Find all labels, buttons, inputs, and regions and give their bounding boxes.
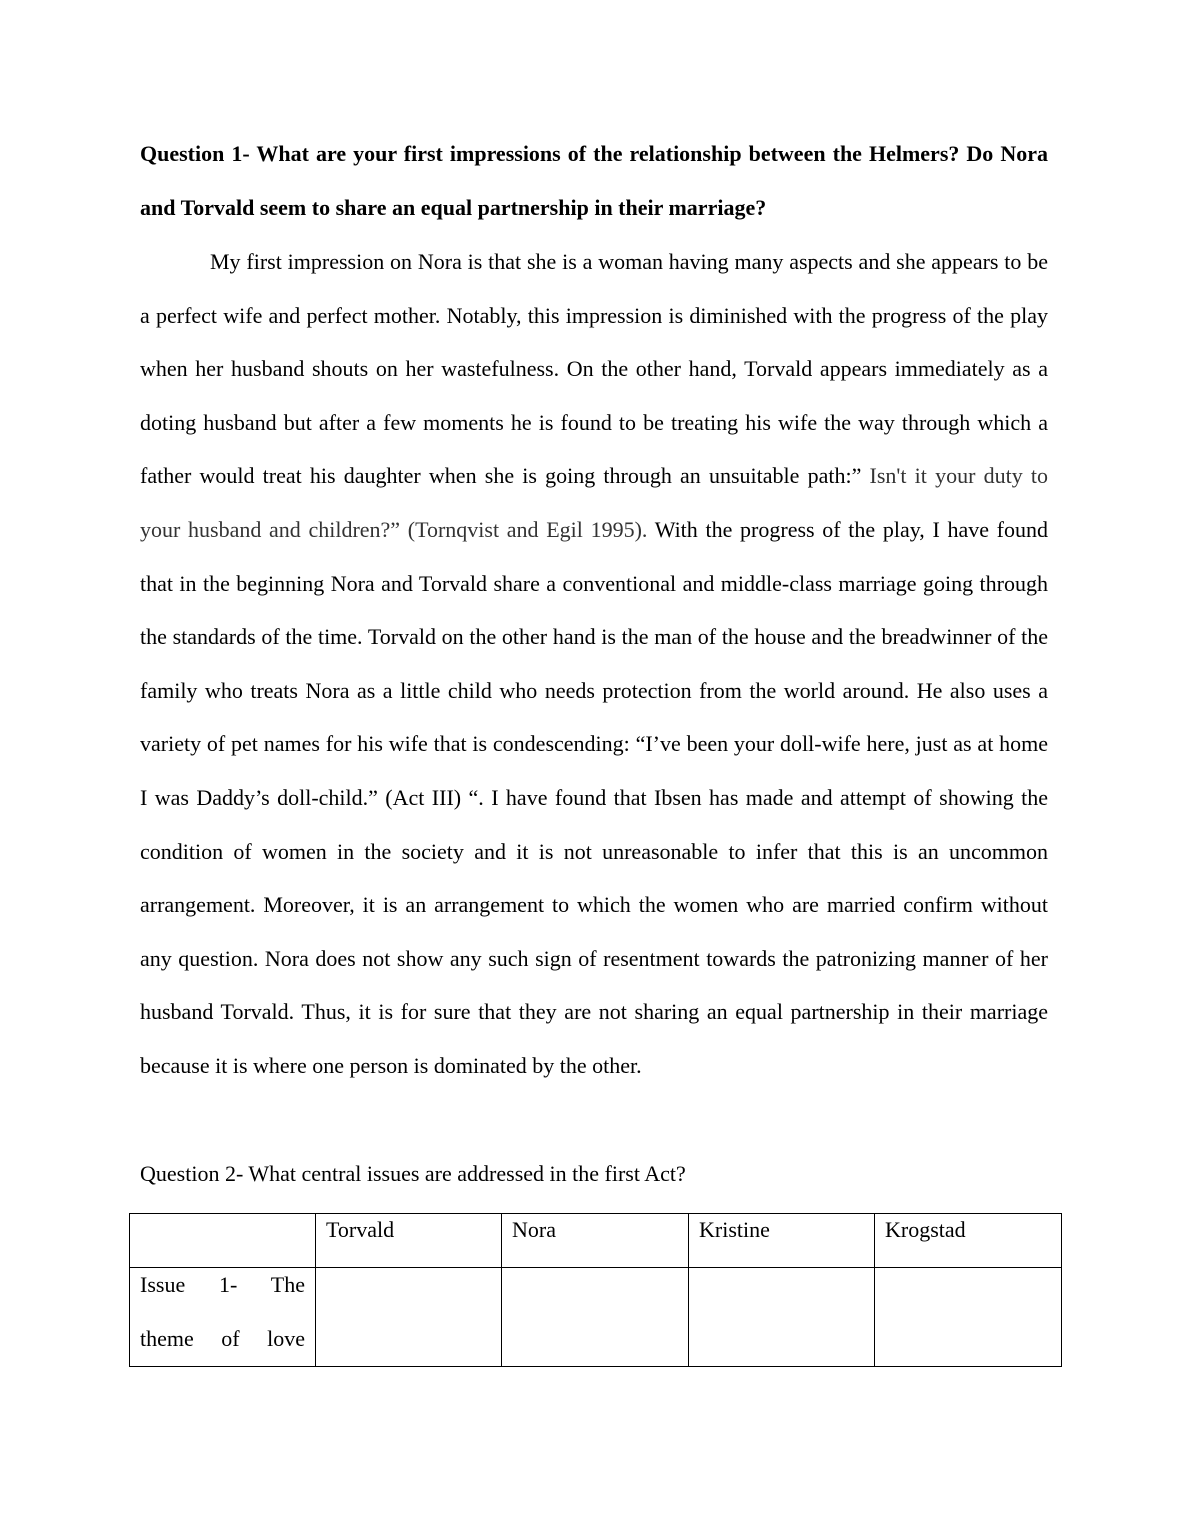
issue-label: Issue 1- The theme of love <box>140 1272 305 1351</box>
quote-citation: Isn't it your duty to your husband and children?” (Tornqvist and Egil 1995). <box>140 463 1048 542</box>
table-cell <box>316 1268 502 1367</box>
table-cell <box>875 1268 1062 1367</box>
question-1-answer <box>140 235 1048 1093</box>
issues-table <box>129 1213 1062 1367</box>
question-1-heading: Question 1- What are your first impressions of the relationship between the Helmers? Do Nora and Torvald seem to share an equal partnership in their marriage? <box>140 141 1048 220</box>
header-cell-kristine: Kristine <box>689 1214 875 1268</box>
answer-text-part-2: With the progress of the play, I have found that in the beginning Nora and Torvald share a conventional and middle-class marriage going through the standards of the time. Torvald on the other hand is the man of the house and the breadwinner of the family who treats Nora as a little child who needs protection from the world around. He also uses a variety of pet names for his wife that is condescending: “I’ve been your doll-wife here, just as at home I was Daddy’s doll-child.” (Act III) “. I have found that Ibsen has made and attempt of showing the condition of women in the society and it is not unreasonable to infer that this is an uncommon arrangement. Moreover, it is an arrangement to which the women who are married confirm without any question. Nora does not show any such sign of resentment towards the patronizing manner of her husband Torvald. Thus, it is for sure that they are not sharing an equal partnership in their marriage because it is where one person is dominated by the other. <box>140 516 1049 1078</box>
header-cell-krogstad: Krogstad <box>875 1214 1062 1268</box>
table-cell <box>689 1268 875 1367</box>
answer-text-part-1: My first impression on Nora is that she is a woman having many aspects and she appears to be a perfect wife and perfect mother. Notably, this impression is diminished with the progress of the play when her husband shouts on her wastefulness. On the other hand, Torvald appears immediately as a doting husband but after a few moments he is found to be treating his wife the way through which a father would treat his daughter when she is going through an unsuitable path:” <box>140 249 1048 489</box>
header-cell-torvald: Torvald <box>316 1214 502 1268</box>
table-cell <box>502 1268 689 1367</box>
issue-label-cell <box>130 1268 316 1367</box>
header-cell-nora: Nora <box>502 1214 689 1268</box>
table-row <box>130 1268 1062 1367</box>
question-2-heading: Question 2- What central issues are addressed in the first Act? <box>140 1161 686 1186</box>
